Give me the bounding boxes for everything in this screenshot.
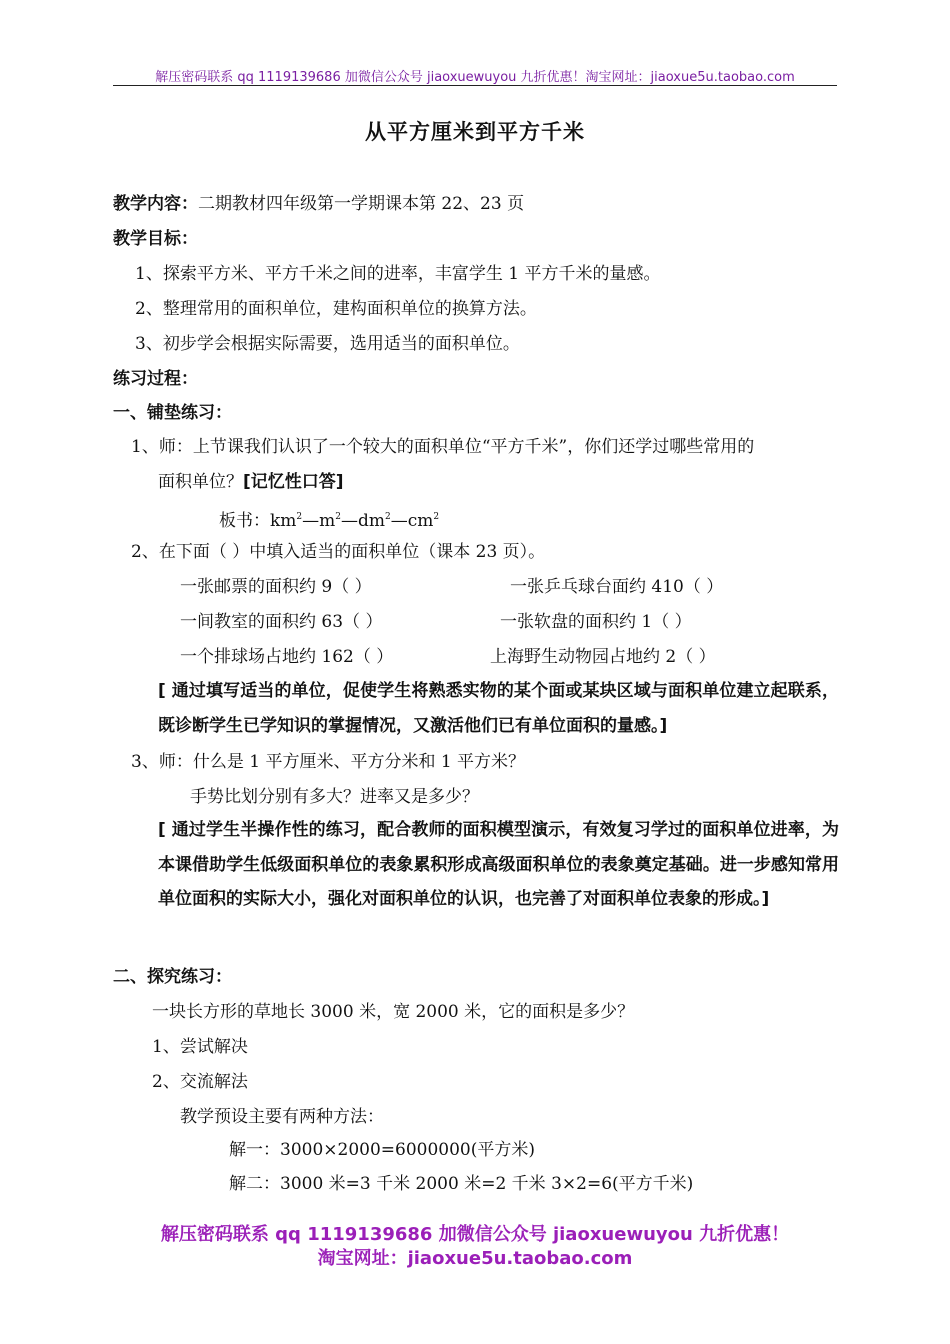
header-divider — [113, 85, 837, 86]
board-notes — [219, 505, 439, 533]
solution-1: 解一：3000×2000=6000000(平方米) — [229, 1140, 535, 1160]
section2-heading: 二、探究练习： — [113, 967, 232, 987]
question-1-tag: [记忆性口答] — [243, 472, 344, 492]
question-1: 1、师：上节课我们认识了一个较大的面积单位“平方千米”，你们还学过哪些常用的 — [131, 437, 755, 457]
unit-dm: —dm — [341, 511, 386, 531]
fill-blank-item: 一张乒乓球台面约 410（ ） — [510, 577, 724, 597]
fill-blank-item: 一个排球场占地约 162（ ） — [180, 647, 394, 667]
fill-blank-item: 上海野生动物园占地约 2（ ） — [490, 647, 716, 667]
question-1-text: 面积单位？ — [158, 472, 243, 492]
content-label: 教学内容： — [113, 194, 198, 214]
goal-item: 3、初步学会根据实际需要，选用适当的面积单位。 — [135, 334, 520, 354]
exponent: 2 — [335, 512, 342, 522]
fill-blank-item: 一张软盘的面积约 1（ ） — [500, 612, 692, 632]
exponent: 2 — [385, 512, 391, 522]
fill-blank-item: 一张邮票的面积约 9（ ） — [180, 577, 372, 597]
goals-label: 教学目标： — [113, 229, 198, 249]
teaching-note: [ 通过学生半操作性的练习，配合教师的面积模型演示，有效复习学过的面积单位进率，为本课借助学生低级面积单位的表象累积形成高级面积单位的表象奠定基础。进一步感知常用单位面积的实际大小，强化对面积单位的认识，也完善了对面积单位表象的形成。] — [158, 820, 839, 909]
unit-cm: —cm — [390, 511, 434, 531]
unit-m: —m — [302, 511, 336, 531]
solution-2: 解二：3000 米=3 千米 2000 米=2 千米 3×2=6(平方千米) — [229, 1174, 694, 1194]
unit-km: km — [270, 511, 297, 531]
header-watermark: 解压密码联系 qq 1119139686 加微信公众号 jiaoxuewuyou 九折优惠！淘宝网址：jiaoxue5u.taobao.com — [155, 70, 795, 85]
goal-item: 1、探索平方米、平方千米之间的进率，丰富学生 1 平方千米的量感。 — [135, 264, 661, 284]
question-2: 2、在下面（ ）中填入适当的面积单位（课本 23 页）。 — [131, 542, 546, 562]
footer-watermark-url: 淘宝网址：jiaoxue5u.taobao.com — [317, 1248, 633, 1269]
question-1-cont — [158, 470, 344, 494]
teaching-note: [ 通过填写适当的单位，促使学生将熟悉实物的某个面或某块区域与面积单位建立起联系，既诊断学生已学知识的掌握情况，又激活他们已有单位面积的量感。] — [158, 681, 839, 736]
question-3: 3、师：什么是 1 平方厘米、平方分米和 1 平方米？ — [131, 752, 526, 772]
step-item: 2、交流解法 — [152, 1072, 248, 1092]
exponent: 2 — [433, 512, 440, 522]
content-text: 二期教材四年级第一学期课本第 22、23 页 — [198, 194, 525, 214]
goal-item: 2、整理常用的面积单位，建构面积单位的换算方法。 — [135, 299, 537, 319]
process-heading: 练习过程： — [113, 369, 198, 389]
question-3-cont: 手势比划分别有多大？进率又是多少？ — [190, 787, 479, 807]
preset-text: 教学预设主要有两种方法： — [180, 1107, 384, 1127]
fill-blank-item: 一间教室的面积约 63（ ） — [180, 612, 383, 632]
content-line — [113, 192, 524, 216]
section1-heading: 一、铺垫练习： — [113, 403, 232, 423]
page-title: 从平方厘米到平方千米 — [365, 120, 585, 144]
board-label: 板书： — [219, 511, 270, 531]
step-item: 1、尝试解决 — [152, 1037, 248, 1057]
problem-text: 一块长方形的草地长 3000 米，宽 2000 米，它的面积是多少？ — [152, 1002, 635, 1022]
exponent: 2 — [296, 512, 303, 522]
footer-watermark: 解压密码联系 qq 1119139686 加微信公众号 jiaoxuewuyou 九折优惠！ — [160, 1224, 790, 1245]
